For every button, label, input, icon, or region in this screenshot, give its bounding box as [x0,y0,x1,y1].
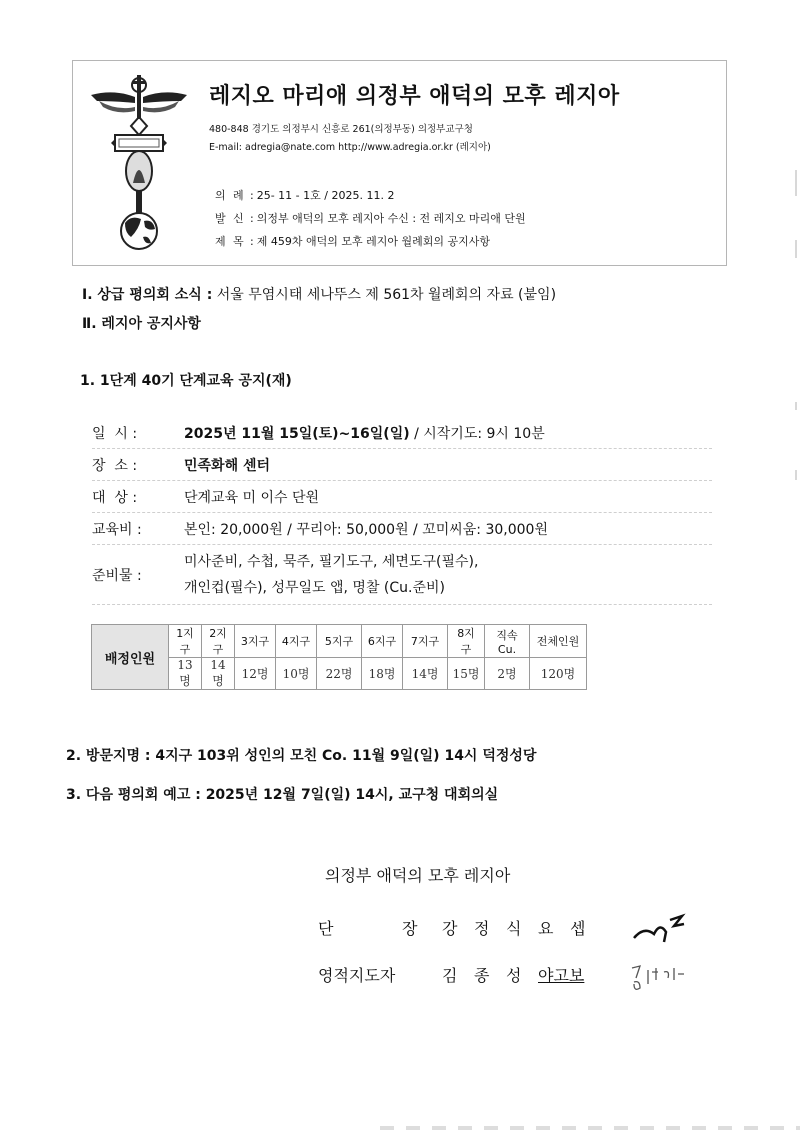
info-row-target: 대 상 : 단계교육 미 이수 단원 [92,482,712,513]
subject-value: 제 459차 애덕의 모후 레지아 월례회의 공지사항 [256,235,490,248]
info-row-datetime: 일 시 : 2025년 11월 15일(토)~16일(일) / 시작기도: 9시 10분 [92,418,712,449]
sender-value: 의정부 애덕의 모후 레지아 수신 : 전 레지오 마리애 단원 [256,212,526,225]
info-row-location: 장 소 : 민족화해 센터 [92,450,712,481]
section-1-label: Ⅰ. 상급 평의회 소식 : [82,287,213,303]
allocation-head: 배정인원 [92,625,169,690]
next-page-bleed [380,1126,800,1130]
letterhead [72,60,727,266]
signoff-org: 의정부 애덕의 모후 레지아 [325,866,511,885]
section-1-value: 서울 무염시태 세나뚜스 제 561차 월례회의 자료 (붙임) [216,287,557,303]
section-senatus-news [82,284,556,304]
meta-reference: 의 례 : 25- 11 - 1호 / 2025. 11. 2 [215,189,395,202]
legion-of-mary-vexillum-logo-icon [89,71,189,251]
item-2-visit: 2. 방문지명 : 4지구 103위 성인의 모친 Co. 11월 9일(일) 14시 덕정성당 [66,748,537,764]
scan-edge-mark [795,470,797,480]
meta-subject: 제 목 : 제 459차 애덕의 모후 레지아 월례회의 공지사항 [215,235,490,248]
president-signature-icon [630,912,690,948]
allocation-table [91,624,587,690]
scan-edge-mark [795,402,797,410]
info-row-supplies: 준비물 : 미사준비, 수첩, 묵주, 필기도구, 세면도구(필수), 개인컵(필수), 성무일도 앱, 명찰 (Cu.준비) [92,546,712,605]
signoff-spiritual-director: 영적지도자 김 종 성 야고보 [318,966,585,985]
section-regia-notices: Ⅱ. 레지아 공지사항 [82,316,201,332]
scan-edge-mark [795,170,797,196]
signoff-president: 단 장 강 정 식 요 셉 [318,919,586,938]
table-row: 배정인원 1지구 2지구 3지구 4지구 5지구 6지구 7지구 8지구 직속Cu. 전체인원 [92,625,587,658]
address: 480-848 경기도 의정부시 신흥로 261(의정부동) 의정부교구청 [209,124,473,135]
reference-value: 25- 11 - 1호 / 2025. 11. 2 [256,189,395,202]
item-3-next-meeting: 3. 다음 평의회 예고 : 2025년 12월 7일(일) 14시, 교구청 대회의실 [66,787,499,803]
info-row-fee: 교육비 : 본인: 20,000원 / 꾸리아: 50,000원 / 꼬미씨움: 30,000원 [92,514,712,545]
director-signature-icon [628,958,688,996]
org-title: 레지오 마리애 의정부 애덕의 모후 레지아 [209,84,620,109]
meta-sender: 발 신 : 의정부 애덕의 모후 레지아 수신 : 전 레지오 마리애 단원 [215,212,526,225]
scan-edge-mark [795,240,797,258]
item-1-title: 1. 1단계 40기 단계교육 공지(재) [80,373,292,389]
contact-line: E-mail: adregia@nate.com http://www.adregia.or.kr (레지아) [209,142,491,153]
table-row: 13명 14명 12명 10명 22명 18명 14명 15명 2명 120명 [92,658,587,690]
